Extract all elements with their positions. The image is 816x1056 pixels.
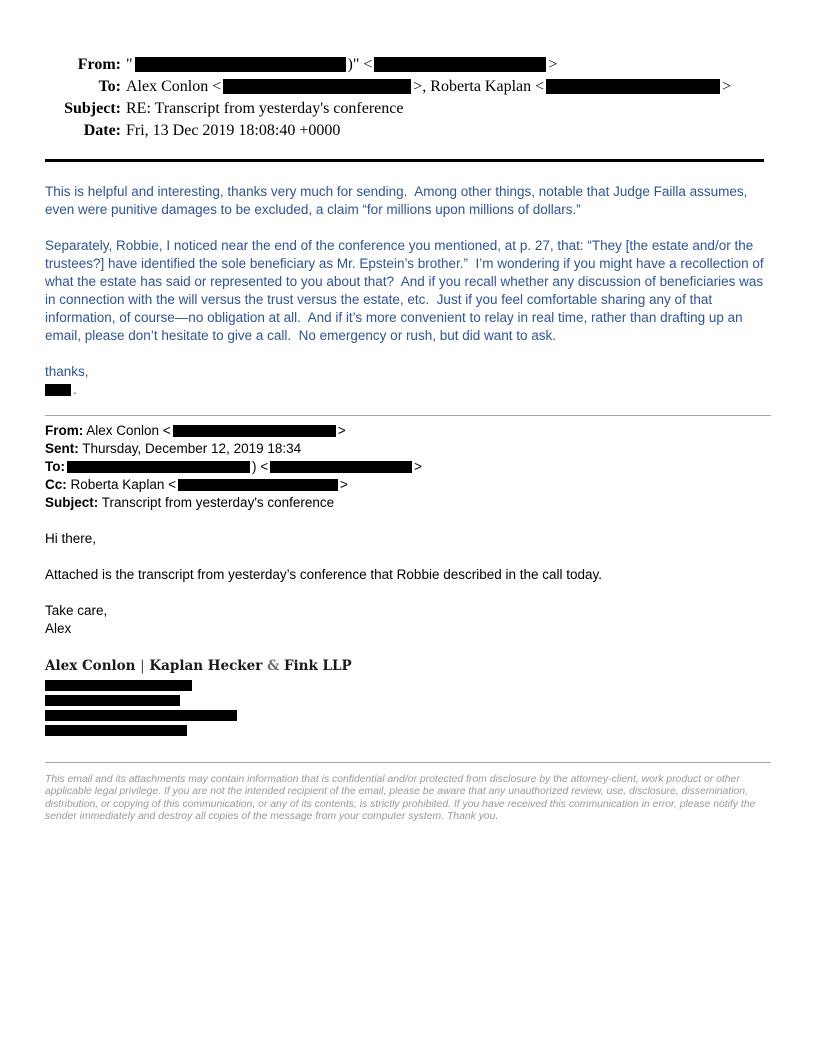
signature-ampersand: &: [267, 658, 280, 674]
to-recipient-2: >, Roberta Kaplan <: [413, 78, 545, 95]
quoted-subject-value: Transcript from yesterday's conference: [98, 495, 335, 510]
quoted-email-header: [45, 422, 771, 512]
quoted-to-row: [45, 458, 771, 476]
from-value: [121, 54, 557, 76]
quoted-email-body: [45, 512, 771, 638]
redaction-bar: [45, 384, 71, 396]
paragraph-spacer: [45, 512, 771, 530]
quoted-cc-label: Cc:: [45, 477, 67, 492]
quoted-closing: Take care,: [45, 603, 108, 618]
from-label: From:: [77, 56, 121, 73]
signature-person-name: Alex Conlon: [45, 658, 136, 674]
quoted-closing-name: Alex: [45, 621, 72, 636]
confidentiality-disclaimer: This email and its attachments may contain information that is confidential and/or protected from disclosure by the attorney-client, work product or other applicable legal privilege. If you are not the intended recipient of the email, please be aware that any unauthorized review, use, disclosure, dissemination, distribution, or copying of this communication, or any of its contents, is strictly prohibited. If you have received this communication in error, please notify the sender immediately and destroy all copies of the message from your computer system. Thank you.: [45, 774, 756, 823]
signature-line: [45, 658, 771, 675]
quoted-message-divider: [45, 415, 771, 416]
date-label: Date:: [83, 122, 121, 139]
quoted-cc-row: [45, 476, 771, 494]
quoted-subject-label: Subject:: [45, 495, 99, 510]
signature-redacted-block: [45, 680, 771, 736]
quoted-from-name: Alex Conlon <: [83, 423, 171, 438]
subject-value: RE: Transcript from yesterday's conference: [126, 100, 404, 117]
footer-divider-rule: [45, 762, 771, 763]
header-divider-rule: [45, 159, 764, 162]
from-open-quote: ": [126, 56, 133, 73]
reply-paragraph-1: This is helpful and interesting, thanks very much for sending. Among other things, notable that Judge Failla assumes, even were punitive damages to be excluded, a claim “for millions upon millions of dollars.”: [45, 184, 752, 217]
email-header: [45, 54, 771, 142]
from-mid-text: )" <: [347, 56, 373, 73]
quoted-cc-name: Roberta Kaplan <: [66, 477, 176, 492]
quoted-sent-value: Thursday, December 12, 2019 18:34: [78, 441, 302, 456]
signature-firm-part1: Kaplan Hecker: [149, 658, 263, 674]
to-value: [121, 76, 731, 98]
quoted-sent-row: [45, 440, 771, 458]
header-from-row: [45, 54, 771, 76]
quoted-from-label: From:: [45, 423, 84, 438]
redaction-bar: [45, 710, 237, 721]
paragraph-spacer: [45, 345, 771, 363]
reply-closing: thanks,: [45, 364, 89, 379]
subject-label: Subject:: [64, 100, 121, 117]
redaction-bar: [374, 57, 546, 72]
quoted-from-close: >: [337, 423, 346, 438]
to-close-bracket: >: [722, 78, 732, 95]
from-close-bracket: >: [548, 56, 558, 73]
reply-message-body: [45, 183, 771, 399]
quoted-from-row: [45, 422, 771, 440]
quoted-to-close: >: [414, 459, 423, 474]
paragraph-spacer: [45, 584, 771, 602]
paragraph-spacer: [45, 219, 771, 237]
to-label: To:: [98, 78, 121, 95]
redaction-bar: [270, 461, 412, 473]
quoted-to-mid: ) <: [252, 459, 269, 474]
reply-signoff: [45, 381, 771, 399]
redaction-bar: [135, 57, 346, 72]
redaction-bar: [178, 479, 338, 491]
quoted-sent-label: Sent:: [45, 441, 79, 456]
quoted-subject-row: [45, 494, 771, 512]
paragraph-spacer: [45, 548, 771, 566]
signature-firm-part2: Fink LLP: [283, 658, 352, 674]
quoted-to-label: To:: [45, 459, 65, 474]
reply-paragraph-2: Separately, Robbie, I noticed near the end of the conference you mentioned, at p. 27, that: “They [the estate and/or the trustees?] have identified the sole beneficiary as Mr. Epstein’s brother.” I’m wondering if you might have a recollection of what the estate has said or represented to you about that? And if you recall whether any discussion of beneficiaries was in connection with the will versus the trust versus the estate, etc. Just if you feel comfortable sharing any of that information, of course—no obligation at all. And if it’s more convenient to relay in real time, rather than drafting up an email, please don’t hesitate to give a call. No emergency or rush, but did want to ask.: [45, 238, 768, 343]
signature-separator: |: [140, 658, 145, 674]
quoted-greeting: Hi there,: [45, 531, 97, 546]
redaction-bar: [45, 725, 187, 736]
redaction-bar: [546, 79, 720, 94]
header-subject-row: [45, 98, 771, 120]
redaction-bar: [45, 680, 192, 691]
redaction-bar: [67, 461, 250, 473]
quoted-body-line: Attached is the transcript from yesterday’s conference that Robbie described in the call today.: [45, 567, 603, 582]
header-to-row: [45, 76, 771, 98]
quoted-cc-close: >: [339, 477, 348, 492]
redaction-bar: [223, 79, 411, 94]
redaction-bar: [45, 695, 180, 706]
signoff-period: .: [73, 382, 77, 397]
redaction-bar: [173, 425, 336, 437]
date-value: Fri, 13 Dec 2019 18:08:40 +0000: [126, 122, 341, 139]
header-date-row: [45, 120, 771, 142]
to-recipient-1: Alex Conlon <: [126, 78, 222, 95]
